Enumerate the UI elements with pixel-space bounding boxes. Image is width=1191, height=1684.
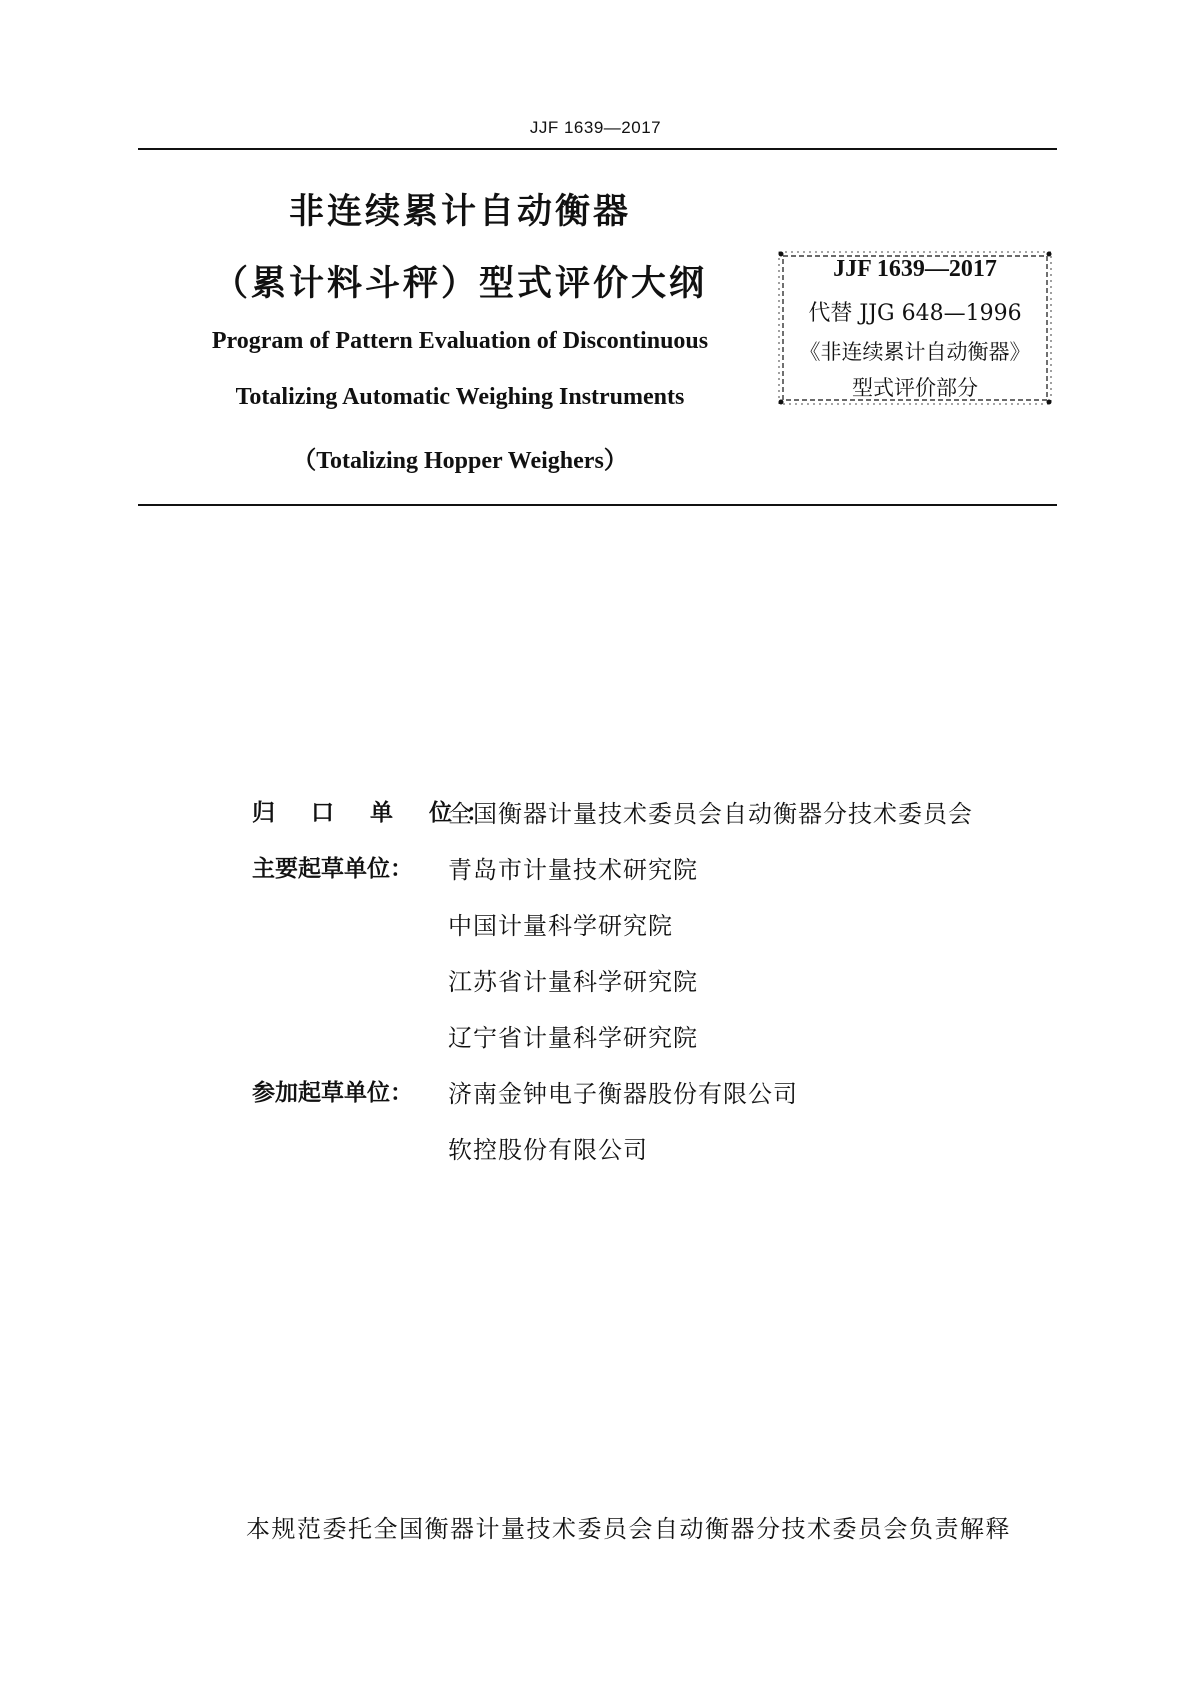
replacement-box-replaced-title: 《非连续累计自动衡器》 — [799, 340, 1031, 364]
header-rule — [138, 148, 1057, 150]
org-value-main-drafting-3: 江苏省计量科学研究院 — [448, 968, 698, 996]
title-en-line1: Program of Pattern Evaluation of Discontinuous — [211, 328, 709, 354]
replacement-box-replaced-part: 型式评价部分 — [852, 376, 978, 400]
title-en-line3: （Totalizing Hopper Weighers） — [292, 448, 628, 474]
title-en-line2: Totalizing Automatic Weighing Instruments — [235, 384, 685, 410]
title-bottom-rule — [138, 504, 1057, 506]
org-value-main-drafting-1: 青岛市计量技术研究院 — [448, 856, 698, 884]
org-value-main-drafting-2: 中国计量科学研究院 — [448, 912, 673, 940]
replacement-box-code: JJF 1639—2017 — [833, 256, 997, 282]
title-zh-line1: 非连续累计自动衡器 — [288, 192, 631, 232]
org-label-responsible: 归 口 单 位： — [252, 800, 504, 826]
title-zh-line2: （累计料斗秤）型式评价大纲 — [212, 264, 707, 304]
org-value-participating-2: 软控股份有限公司 — [448, 1136, 648, 1164]
replacement-box-replaces: 代替 JJG 648—1996 — [808, 301, 1022, 326]
org-value-main-drafting-4: 辽宁省计量科学研究院 — [448, 1024, 698, 1052]
org-label-main-drafting: 主要起草单位： — [252, 856, 413, 882]
org-label-participating: 参加起草单位： — [252, 1080, 413, 1106]
replacement-box — [777, 250, 1053, 406]
header-standard-code: JJF 1639—2017 — [529, 118, 662, 137]
org-value-responsible: 全国衡器计量技术委员会自动衡器分技术委员会 — [448, 800, 973, 828]
footer-interpretation-note: 本规范委托全国衡器计量技术委员会自动衡器分技术委员会负责解释 — [246, 1515, 1011, 1543]
org-value-participating-1: 济南金钟电子衡器股份有限公司 — [448, 1080, 798, 1108]
